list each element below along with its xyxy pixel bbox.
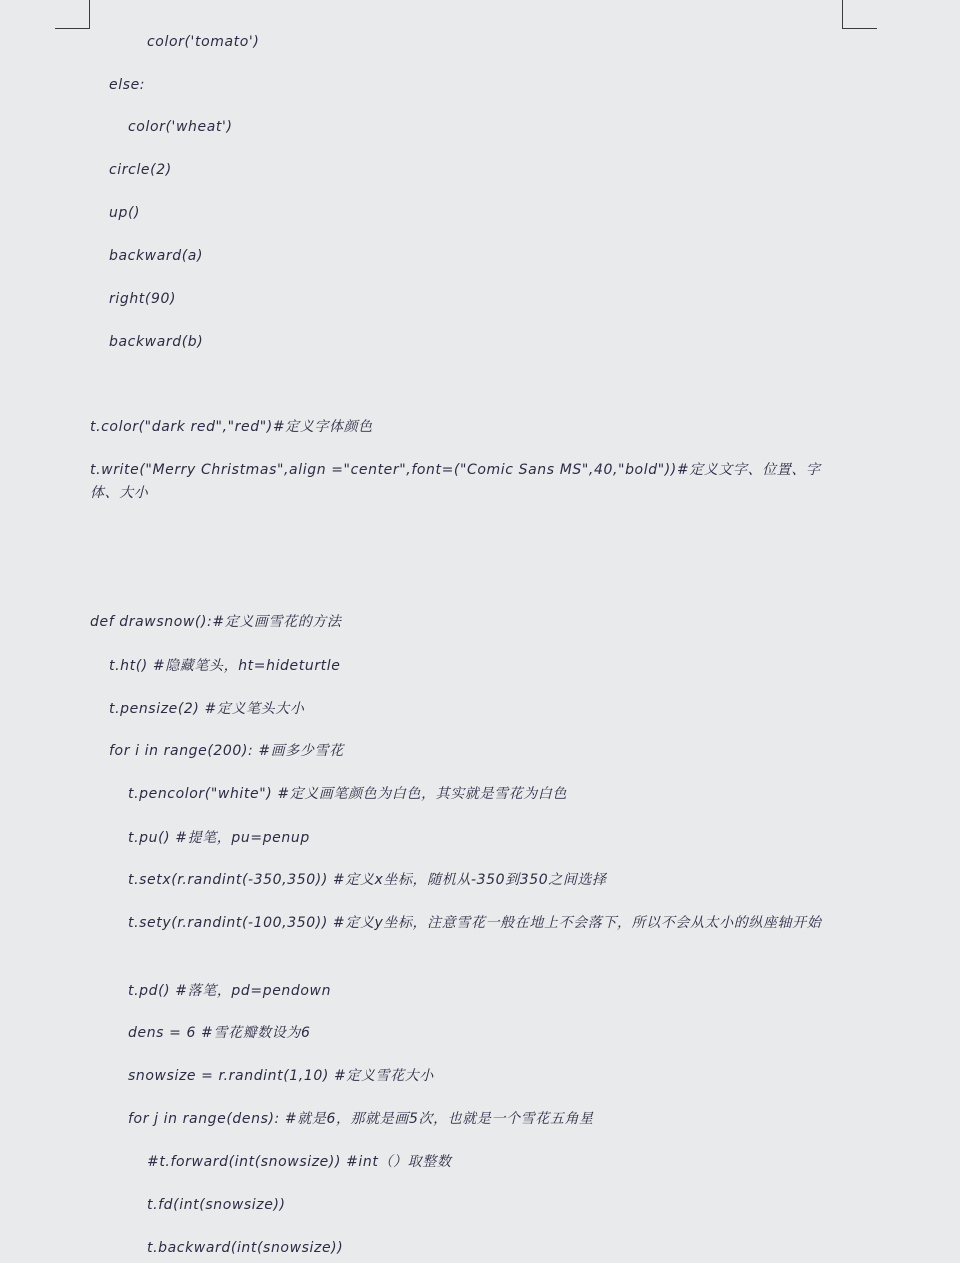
code-line: color('tomato'): [147, 34, 260, 50]
page-corner-mark-top-right: [842, 0, 877, 29]
code-line: dens = 6 #雪花瓣数设为6: [128, 1025, 311, 1041]
code-line: for j in range(dens): #就是6，那就是画5次，也就是一个雪花五角星: [128, 1111, 594, 1127]
code-line: right(90): [109, 291, 177, 307]
code-line: t.pencolor("white") #定义画笔颜色为白色，其实就是雪花为白色: [128, 786, 568, 802]
code-line: def drawsnow():#定义画雪花的方法: [90, 614, 342, 630]
code-line: t.pensize(2) #定义笔头大小: [109, 701, 305, 717]
code-line: t.write("Merry Christmas",align ="center",font=("Comic Sans MS",40,"bold"))#定义文字、位置、字体、大小: [90, 462, 821, 501]
code-line: t.sety(r.randint(-100,350)) #定义y坐标，注意雪花一般在地上不会落下，所以不会从太小的纵座轴开始: [128, 915, 822, 931]
code-line: t.pu() #提笔，pu=penup: [128, 830, 310, 846]
code-line: color('wheat'): [128, 119, 233, 135]
code-line: circle(2): [109, 162, 172, 178]
code-line: for i in range(200): #画多少雪花: [109, 743, 344, 759]
code-line: t.pd() #落笔，pd=pendown: [128, 983, 332, 999]
code-line: t.ht() #隐藏笔头，ht=hideturtle: [109, 658, 341, 674]
code-line: t.setx(r.randint(-350,350)) #定义x坐标，随机从-350到350之间选择: [128, 872, 607, 888]
code-line: t.backward(int(snowsize)): [147, 1240, 344, 1256]
code-line: snowsize = r.randint(1,10) #定义雪花大小: [128, 1068, 434, 1084]
code-line: #t.forward(int(snowsize)) #int（）取整数: [147, 1154, 452, 1170]
code-line: up(): [109, 205, 141, 221]
code-line: backward(b): [109, 334, 204, 350]
code-line: t.color("dark red","red")#定义字体颜色: [90, 419, 373, 435]
page-corner-mark-top-left: [55, 0, 90, 29]
code-line: else:: [109, 77, 146, 93]
document-page: [90, 0, 835, 1263]
code-line: backward(a): [109, 248, 204, 264]
code-line: t.fd(int(snowsize)): [147, 1197, 286, 1213]
